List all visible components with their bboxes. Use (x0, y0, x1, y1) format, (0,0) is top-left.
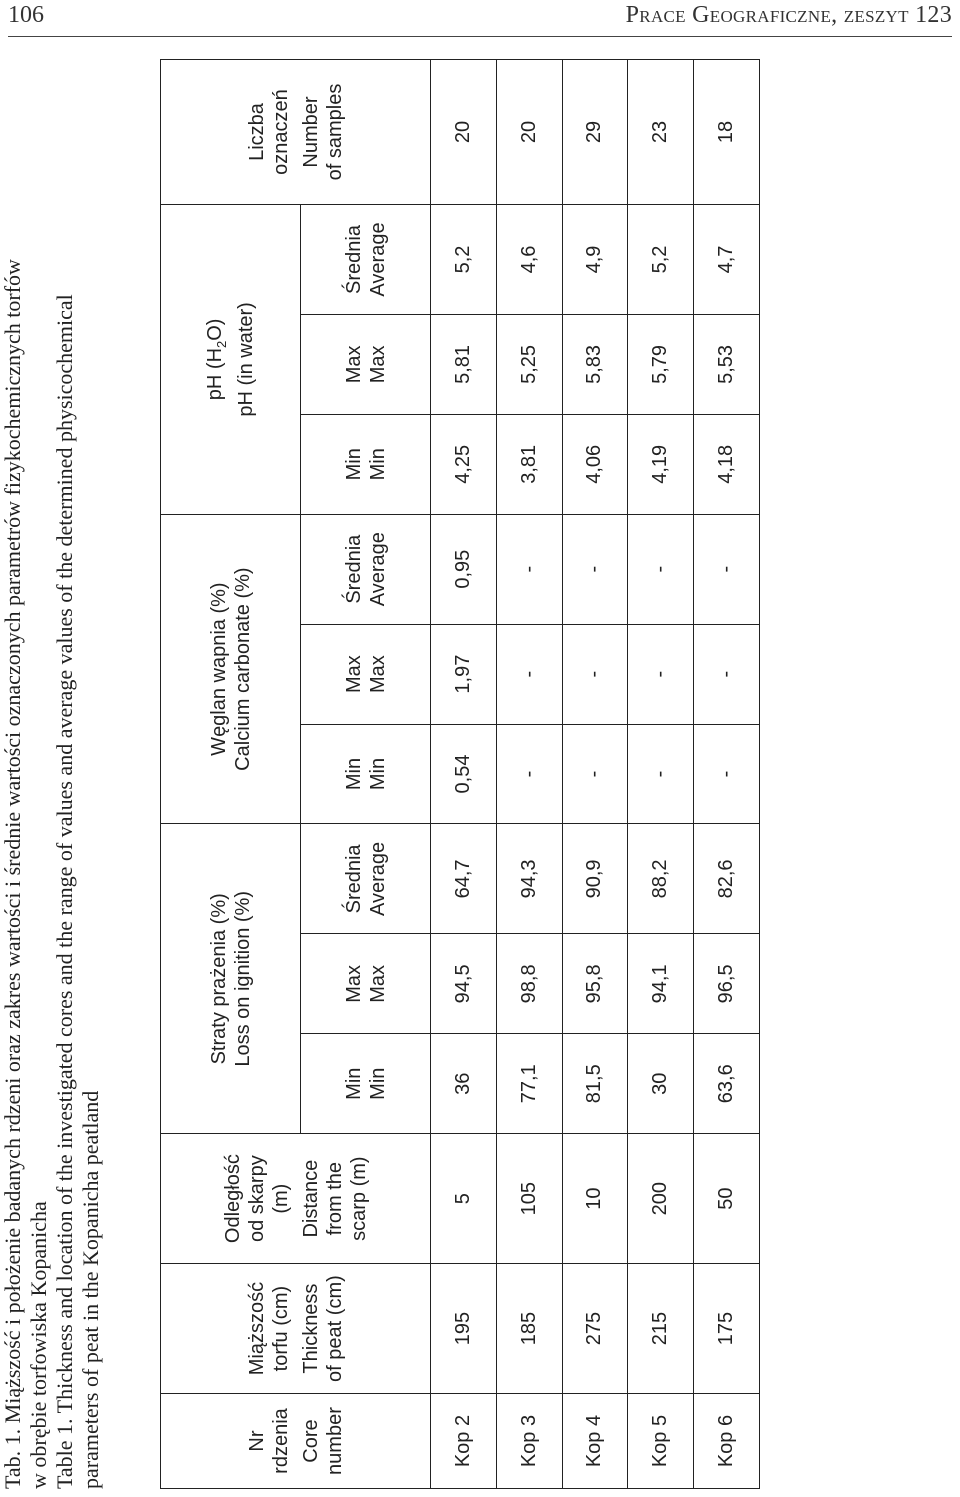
table-caption (0, 69, 104, 1489)
cell-ph-min: 4,25 (431, 414, 497, 514)
cell-core: Kop 3 (496, 1394, 562, 1489)
header-rule (8, 36, 952, 37)
cell-distance: 50 (694, 1134, 760, 1264)
cell-caco3-max: - (694, 624, 760, 724)
cell-caco3-min: - (694, 724, 760, 824)
header-distance: Odległość od skarpy (m) Distance from the scarp (m) (161, 1134, 431, 1264)
cell-caco3-min: - (562, 724, 628, 824)
cell-caco3-average: - (496, 514, 562, 624)
subheader-loi-min: Min Min (301, 1034, 431, 1134)
header-number-of-samples: Liczba oznaczeń Number of samples (161, 60, 431, 205)
cell-loi-max: 94,1 (628, 934, 694, 1034)
page-number: 106 (8, 2, 44, 28)
cell-samples: 29 (562, 60, 628, 205)
cell-ph-min: 3,81 (496, 414, 562, 514)
subheader-caco3-average: Średnia Average (301, 514, 431, 624)
table-row (562, 60, 628, 1489)
cell-loi-average: 88,2 (628, 824, 694, 934)
cell-ph-min: 4,19 (628, 414, 694, 514)
cell-samples: 20 (496, 60, 562, 205)
cell-distance: 200 (628, 1134, 694, 1264)
cell-ph-max: 5,79 (628, 314, 694, 414)
caption-pl-line2: w obrębie torfowiska Kopanicha (26, 1201, 51, 1489)
cell-distance: 5 (431, 1134, 497, 1264)
cell-samples: 23 (628, 60, 694, 205)
header-ph: pH $(H_2O)$ pH (in water) (161, 205, 301, 515)
subheader-loi-max: Max Max (301, 934, 431, 1034)
subheader-ph-max: Max Max (301, 314, 431, 414)
subheader-ph-average: Średnia Average (301, 205, 431, 315)
cell-distance: 105 (496, 1134, 562, 1264)
running-header (0, 0, 960, 40)
table-row (431, 60, 497, 1489)
cell-caco3-max: 1,97 (431, 624, 497, 724)
cell-caco3-min: - (628, 724, 694, 824)
cell-core: Kop 4 (562, 1394, 628, 1489)
table-row (694, 60, 760, 1489)
table-row (628, 60, 694, 1489)
caption-en-line2: parameters of peat in the Kopanicha peatland (78, 1090, 103, 1489)
header-core-number: Nr rdzenia Core number (161, 1394, 431, 1489)
table-row (496, 60, 562, 1489)
cell-loi-average: 82,6 (694, 824, 760, 934)
cell-loi-min: 81,5 (562, 1034, 628, 1134)
cell-thickness: 185 (496, 1264, 562, 1394)
cell-ph-average: 4,6 (496, 205, 562, 315)
cell-loi-min: 77,1 (496, 1034, 562, 1134)
cell-ph-max: 5,25 (496, 314, 562, 414)
cell-caco3-max: - (628, 624, 694, 724)
cell-loi-min: 30 (628, 1034, 694, 1134)
cell-ph-average: 5,2 (431, 205, 497, 315)
cell-loi-average: 64,7 (431, 824, 497, 934)
cell-caco3-average: - (562, 514, 628, 624)
cell-caco3-min: 0,54 (431, 724, 497, 824)
cell-caco3-min: - (496, 724, 562, 824)
cell-ph-max: 5,83 (562, 314, 628, 414)
cell-samples: 20 (431, 60, 497, 205)
header-thickness: Miąższość torfu (cm) Thickness of peat (cm) (161, 1264, 431, 1394)
cell-core: Kop 2 (431, 1394, 497, 1489)
cell-caco3-average: - (694, 514, 760, 624)
cell-samples: 18 (694, 60, 760, 205)
caption-pl-line1: Tab. 1. Miąższość i położenie badanych rdzeni oraz zakres wartości i średnie wartości oznaczonych parametrów fizykochemicznych torfów (0, 259, 25, 1489)
cell-ph-min: 4,18 (694, 414, 760, 514)
cell-loi-max: 95,8 (562, 934, 628, 1034)
subheader-caco3-min: Min Min (301, 724, 431, 824)
cell-ph-average: 4,7 (694, 205, 760, 315)
cell-loi-min: 36 (431, 1034, 497, 1134)
cell-distance: 10 (562, 1134, 628, 1264)
cell-ph-max: 5,53 (694, 314, 760, 414)
cell-caco3-max: - (496, 624, 562, 724)
cell-core: Kop 5 (628, 1394, 694, 1489)
cell-ph-max: 5,81 (431, 314, 497, 414)
cell-caco3-max: - (562, 624, 628, 724)
header-loss-on-ignition: Straty prażenia (%) Loss on ignition (%) (161, 824, 301, 1134)
cell-core: Kop 6 (694, 1394, 760, 1489)
cell-caco3-average: - (628, 514, 694, 624)
cell-loi-average: 94,3 (496, 824, 562, 934)
subheader-loi-average: Średnia Average (301, 824, 431, 934)
cell-thickness: 275 (562, 1264, 628, 1394)
cell-loi-average: 90,9 (562, 824, 628, 934)
subheader-caco3-max: Max Max (301, 624, 431, 724)
subheader-ph-min: Min Min (301, 414, 431, 514)
cell-caco3-average: 0,95 (431, 514, 497, 624)
cell-loi-max: 96,5 (694, 934, 760, 1034)
cell-thickness: 195 (431, 1264, 497, 1394)
data-table (160, 59, 760, 1489)
caption-en-line1: Table 1. Thickness and location of the investigated cores and the range of values and average values of the determined physicochemical (52, 294, 77, 1489)
cell-ph-average: 4,9 (562, 205, 628, 315)
cell-ph-average: 5,2 (628, 205, 694, 315)
header-calcium-carbonate: Węglan wapnia (%) Calcium carbonate (%) (161, 514, 301, 824)
cell-thickness: 175 (694, 1264, 760, 1394)
cell-loi-max: 98,8 (496, 934, 562, 1034)
journal-title: Prace Geograficzne, zeszyt 123 (625, 2, 952, 28)
cell-thickness: 215 (628, 1264, 694, 1394)
cell-loi-min: 63,6 (694, 1034, 760, 1134)
cell-ph-min: 4,06 (562, 414, 628, 514)
cell-loi-max: 94,5 (431, 934, 497, 1034)
rotated-page-content (0, 50, 960, 1497)
